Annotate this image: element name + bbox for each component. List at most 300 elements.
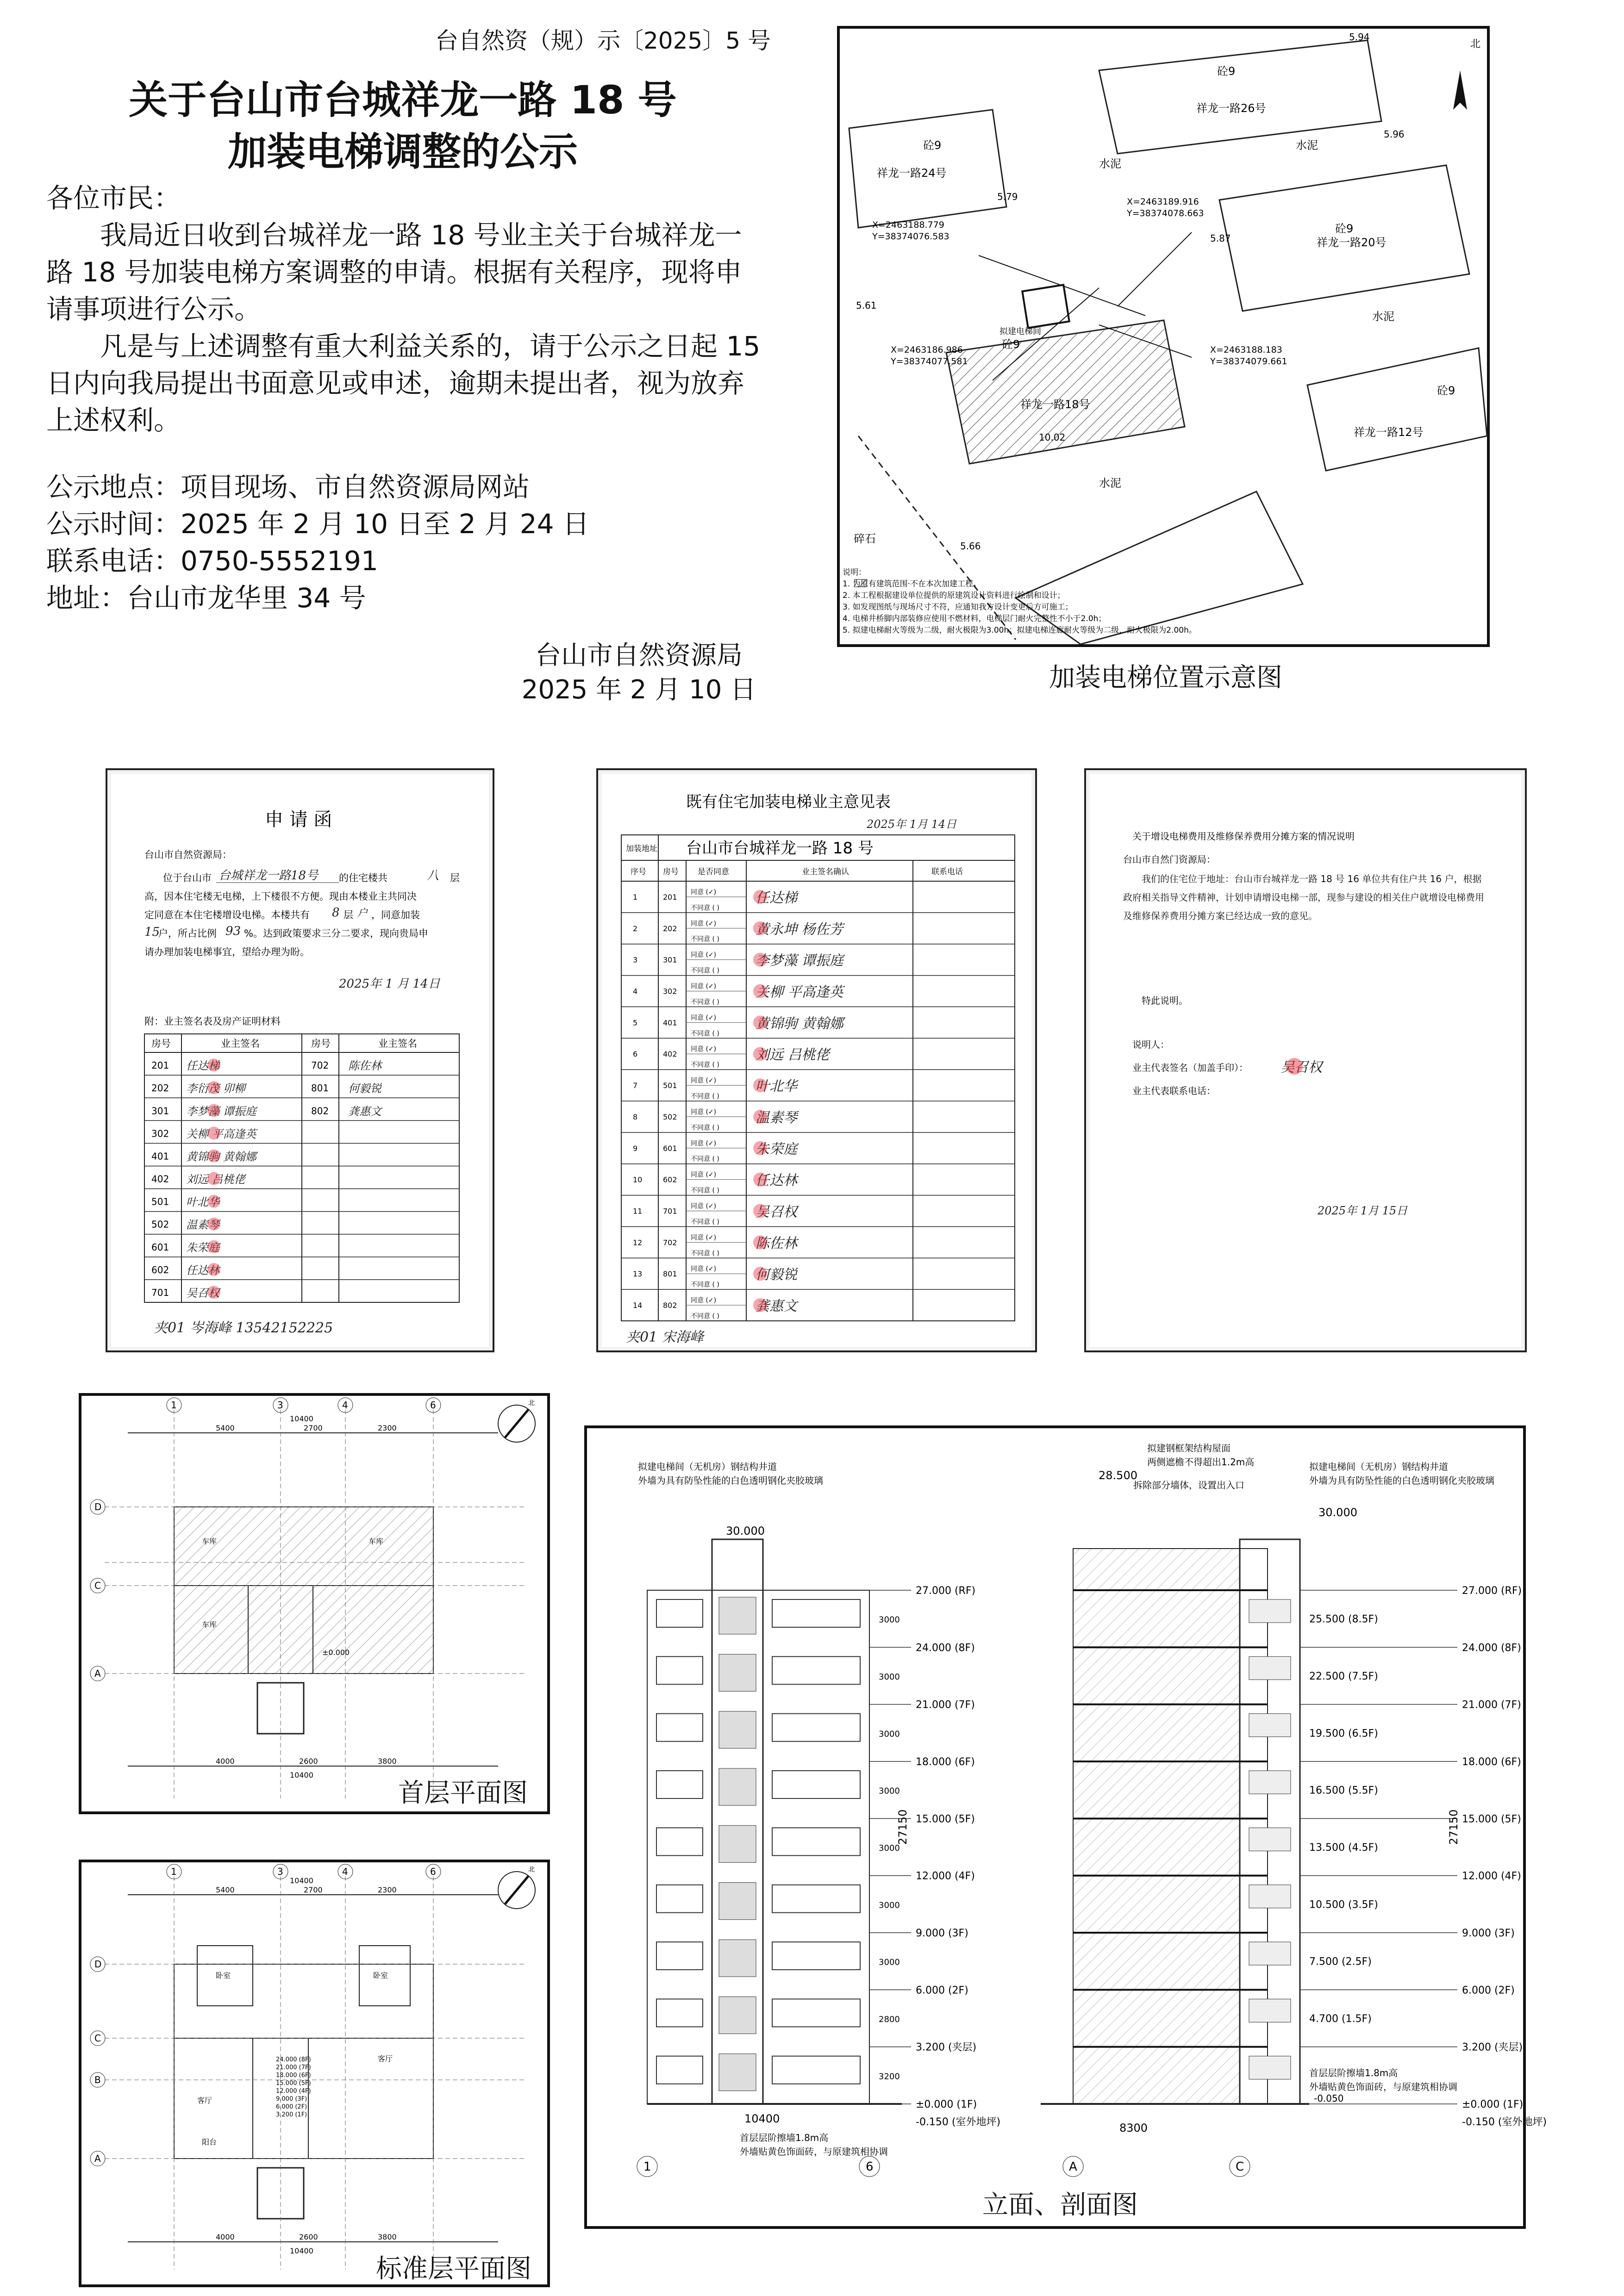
sect-axis-C: C — [1236, 2160, 1244, 2174]
doc1-line4b: 户，所占比例 — [158, 928, 217, 939]
doc2-room: 302 — [663, 987, 677, 996]
application-letter — [107, 770, 493, 1350]
doc2-seq: 2 — [633, 924, 638, 933]
cost-sharing-statement — [1086, 770, 1525, 1350]
sect-level-label: 27.000 (RF) — [1462, 1585, 1522, 1597]
elev-note-1: 拟建电梯间（无机房）钢结构井道 — [638, 1461, 777, 1472]
fingerprint-icon — [753, 1078, 767, 1092]
fingerprint-icon — [207, 1218, 220, 1231]
fingerprint-icon — [753, 1047, 767, 1061]
doc2-seq: 8 — [633, 1112, 638, 1121]
doc2-room: 502 — [663, 1112, 677, 1121]
elev-window — [772, 1714, 860, 1742]
notice-time: 公示时间：2025 年 2 月 10 日至 2 月 24 日 — [46, 508, 589, 540]
site-plan-caption: 加装电梯位置示意图 — [1049, 663, 1282, 693]
doc1-room-right: 802 — [311, 1105, 329, 1117]
salutation: 各位市民： — [46, 182, 181, 214]
plan2-axis-A: A — [94, 2153, 101, 2164]
doc1-sign-left: 朱荣庭 — [186, 1241, 219, 1254]
doc2-agree: 同意 (✓) — [691, 951, 717, 959]
label-building-18: 祥龙一路18号 — [1020, 398, 1090, 411]
plan1-axis-3: 3 — [277, 1400, 283, 1411]
doc2-sign: 黄永坤 杨佐芳 — [756, 921, 843, 938]
fingerprint-icon — [753, 890, 767, 904]
plan2-room-5: 阳台 — [202, 2138, 217, 2147]
doc1-sign-left: 叶北华 — [186, 1195, 219, 1209]
doc2-seq: 13 — [633, 1269, 643, 1279]
sect-elev-note-2: 外墙为具有防坠性能的白色透明钢化夹胶玻璃 — [1309, 1475, 1494, 1486]
doc2-disagree: 不同意 ( ) — [691, 1093, 719, 1100]
doc2-seq: 7 — [633, 1081, 638, 1090]
coord-3y: Y=38374077.581 — [891, 356, 968, 367]
plan2-axis-C: C — [94, 2033, 101, 2044]
doc3-paragraph: 我们的住宅位于地址：台山市台城祥龙一路 18 号 16 单位共有住户共 16 户，根据政府相关指导文件精神，计划申请增设电梯一部，现参与建设的相关住户就增设电梯费用及维修保养费用分摊方案已经达成一致的意见。 — [1123, 873, 1484, 921]
doc2-room: 602 — [663, 1175, 677, 1184]
plan2-level: 12.000 (4F) — [276, 2088, 311, 2095]
elev-shaft-panel — [719, 1597, 756, 1634]
plan2-dim-top-1: 5400 — [216, 1885, 235, 1894]
site-plan-drawing — [840, 29, 1487, 644]
elev-floor-height: 3000 — [879, 1786, 900, 1796]
plan2-room-2: 卧室 — [373, 1971, 388, 1980]
doc1-line4c: %。达到政策要求三分二要求，现向贵局申 — [244, 928, 428, 939]
doc2-agree: 同意 (✓) — [691, 1171, 717, 1179]
elev-floor-height: 3000 — [879, 1672, 900, 1682]
fingerprint-icon — [753, 1173, 767, 1187]
elevation-caption: 立面、剖面图 — [982, 2190, 1138, 2220]
label-cement-3: 水泥 — [1372, 310, 1394, 323]
issuer-signature — [509, 639, 768, 707]
plan2-axis-1: 1 — [171, 1866, 177, 1877]
plan2-dim-bottom-2: 2600 — [299, 2233, 318, 2241]
doc2-disagree: 不同意 ( ) — [691, 1250, 719, 1257]
label-building-26: 祥龙一路26号 — [1196, 102, 1266, 115]
plan2-level: 24.000 (8F) — [276, 2056, 311, 2063]
standard-floor-plan — [81, 1862, 547, 2284]
sect-landing — [1249, 1999, 1291, 2022]
doc2-seq: 14 — [633, 1301, 643, 1310]
plan1-axis-4: 4 — [342, 1400, 348, 1411]
doc3-rep-name-hand: 吴召权 — [1280, 1059, 1322, 1076]
sect-elev-small: -0.050 — [1314, 2093, 1344, 2104]
doc1-room-left: 302 — [151, 1128, 169, 1139]
doc2-sign: 关柳 平高逢英 — [756, 984, 843, 1001]
fingerprint-icon — [753, 921, 767, 935]
doc3-rep-phone-label: 业主代表联系电话： — [1132, 1085, 1216, 1096]
coord-4y: Y=38374079.661 — [1210, 356, 1287, 367]
doc1-sign-left: 关柳 平高逢英 — [186, 1127, 256, 1141]
label-cement-1: 水泥 — [1099, 157, 1121, 170]
plan2-level: 3.200 (1F) — [276, 2111, 307, 2118]
owner-opinion-form — [598, 770, 1035, 1350]
note-2: 2. 本工程根据建设单位提供的原建筑设计资料进行绘制和设计； — [843, 591, 1065, 600]
elev-level-label: ±0.000 (1F) — [916, 2099, 977, 2110]
fingerprint-icon — [753, 1267, 767, 1281]
elev-base-note-2: 外墙贴黄色饰面砖，与原建筑相协调 — [740, 2146, 888, 2157]
doc1-to: 台山市自然资源局： — [144, 849, 232, 860]
doc1-room-left: 601 — [151, 1241, 169, 1253]
doc1-sign-right: 何毅锐 — [348, 1082, 381, 1095]
elev-floor-height: 3000 — [879, 1843, 900, 1853]
fingerprint-icon — [207, 1286, 220, 1299]
doc1-footer-hand: 夹01 岑海峰 13542152225 — [154, 1320, 333, 1336]
plan1-dim-total: 10400 — [290, 1414, 313, 1423]
label-concrete-1: 砼9 — [1217, 65, 1236, 78]
plan2-room-4: 客厅 — [197, 2096, 212, 2105]
sect-landing — [1249, 1599, 1291, 1623]
doc2-date-hand: 2025年 1月 14日 — [867, 818, 957, 831]
sect-landing — [1249, 1942, 1291, 1965]
notice-title — [60, 74, 745, 178]
doc1-line3a: 定同意在本住宅楼增设电梯。本楼共有 — [144, 909, 310, 921]
coord-2y: Y=38374078.663 — [1127, 208, 1204, 218]
doc2-disagree: 不同意 ( ) — [691, 1061, 719, 1069]
sect-half-level: 19.500 (6.5F) — [1309, 1728, 1378, 1740]
fingerprint-icon — [207, 1104, 220, 1117]
doc2-sign: 何毅锐 — [756, 1267, 797, 1283]
doc1-sign-left: 黄锦驹 黄翰娜 — [186, 1150, 256, 1164]
elev-window — [772, 2056, 860, 2084]
sect-elev-note-1: 拟建电梯间（无机房）钢结构井道 — [1309, 1461, 1448, 1472]
fingerprint-icon — [753, 1298, 767, 1312]
fingerprint-icon — [207, 1240, 220, 1253]
doc2-footer-hand: 夹01 宋海峰 — [626, 1329, 704, 1345]
note-1: 1. 为原有建筑范围·不在本次加建工程。 — [843, 579, 981, 589]
plan1-dim-top-1: 5400 — [216, 1424, 235, 1432]
doc1-sign-left: 任达梯 — [186, 1059, 219, 1073]
sect-base-note-2: 外墙贴黄色饰面砖，与原建筑相协调 — [1309, 2081, 1457, 2092]
issuer-name: 台山市自然资源局 — [535, 641, 743, 671]
doc2-agree: 同意 (✓) — [691, 1297, 717, 1305]
elev-level-label: 27.000 (RF) — [916, 1585, 976, 1597]
plan2-axis-6: 6 — [430, 1866, 436, 1877]
fingerprint-icon — [753, 984, 767, 998]
doc2-seq: 3 — [633, 955, 638, 964]
dim-1: 5.94 — [1349, 31, 1370, 43]
north-arrow-icon — [1453, 70, 1467, 110]
plan2-room-3: 客厅 — [378, 2054, 393, 2063]
doc2-sign: 黄锦驹 黄翰娜 — [756, 1015, 843, 1032]
doc1-th-sign: 业主签名 — [221, 1038, 260, 1049]
doc2-title: 既有住宅加装电梯业主意见表 — [686, 793, 891, 811]
doc1-room-left: 701 — [151, 1287, 169, 1298]
doc1-household-hand: 户 — [357, 908, 368, 919]
elevator-footprint — [1022, 285, 1069, 328]
doc2-sign: 吴召权 — [756, 1204, 797, 1220]
elev-note-2: 外墙为具有防坠性能的白色透明钢化夹胶玻璃 — [638, 1475, 823, 1486]
doc1-th-room: 房号 — [151, 1038, 171, 1049]
doc2-th-sign: 业主签名确认 — [802, 867, 849, 877]
doc2-agree: 同意 (✓) — [691, 888, 717, 896]
sect-half-level: 25.500 (8.5F) — [1309, 1613, 1378, 1625]
elev-total-height: 27150 — [896, 1809, 909, 1845]
sect-level-label: 18.000 (6F) — [1462, 1756, 1521, 1768]
sect-level-label: 24.000 (8F) — [1462, 1642, 1521, 1654]
doc2-seq: 5 — [633, 1018, 638, 1027]
doc2-agree: 同意 (✓) — [691, 1014, 717, 1022]
fingerprint-icon — [753, 1204, 767, 1218]
elev-window — [656, 1942, 703, 1970]
doc2-disagree: 不同意 ( ) — [691, 1218, 719, 1226]
doc1-sign-left: 刘远 吕桃佬 — [186, 1173, 245, 1186]
elev-window — [656, 1656, 703, 1684]
fingerprint-icon — [207, 1126, 220, 1139]
doc2-seq: 12 — [633, 1238, 643, 1247]
doc2-sign: 朱荣庭 — [756, 1141, 797, 1157]
fingerprint-icon — [753, 1235, 767, 1249]
doc1-sign-left: 吴召权 — [186, 1287, 219, 1300]
plan2-north-label: 北 — [528, 1866, 535, 1873]
doc1-room-left: 502 — [151, 1219, 169, 1230]
plan1-axis-1: 1 — [171, 1400, 177, 1411]
elev-level-label: 24.000 (8F) — [916, 1642, 975, 1654]
doc1-sign-left: 温素琴 — [186, 1218, 219, 1232]
elev-window — [772, 1599, 860, 1627]
plan2-level: 6.000 (2F) — [276, 2103, 307, 2110]
doc2-agree: 同意 (✓) — [691, 1077, 717, 1085]
doc2-sign: 温素琴 — [756, 1109, 797, 1126]
doc2-seq: 10 — [633, 1175, 643, 1184]
sect-top-level: 28.500 — [1099, 1469, 1137, 1482]
doc1-room-right: 801 — [311, 1083, 329, 1094]
elev-level-label: 21.000 (7F) — [916, 1699, 975, 1711]
doc2-seq: 11 — [633, 1207, 643, 1216]
note-4: 4. 电梯井桥脚内部装修应使用不燃材料，电梯层门耐火完整性不小于2.0h； — [843, 614, 1106, 623]
doc2-room: 701 — [663, 1207, 677, 1216]
sect-note-3: 拆除部分墙体，设置出入口 — [1133, 1480, 1244, 1491]
elev-axis-6: 6 — [866, 2160, 874, 2174]
elev-base-note-1: 首层层阶擦墙1.8m高 — [740, 2132, 829, 2143]
issue-date: 2025 年 2 月 10 日 — [521, 675, 756, 705]
doc2-sign: 叶北华 — [756, 1078, 797, 1095]
doc2-th-seq: 序号 — [631, 867, 646, 877]
elev-width: 10400 — [744, 2112, 780, 2125]
doc2-disagree: 不同意 ( ) — [691, 967, 719, 975]
doc3-to: 台山市自然门资源局： — [1123, 854, 1216, 865]
cost-sharing-statement-scan — [1084, 768, 1527, 1352]
doc2-disagree: 不同意 ( ) — [691, 1030, 719, 1038]
plan2-dim-total-bottom: 10400 — [290, 2246, 313, 2255]
doc2-agree: 同意 (✓) — [691, 1202, 717, 1210]
plan1-room-3: 车库 — [202, 1620, 217, 1629]
coord-leader-3 — [1118, 232, 1192, 306]
doc2-seq: 1 — [633, 892, 638, 902]
contact-phone: 联系电话：0750-5552191 — [46, 545, 378, 577]
doc1-sign-left: 任达林 — [186, 1263, 219, 1277]
elev-window — [656, 1828, 703, 1855]
doc3-title: 关于增设电梯费用及维修保养费用分摊方案的情况说明 — [1132, 831, 1355, 842]
ground-floor-plan-frame — [79, 1393, 550, 1814]
plan1-room-1: 车库 — [202, 1537, 217, 1546]
label-concrete-4: 砼9 — [1437, 384, 1455, 397]
dim-4: 5.87 — [1210, 233, 1231, 244]
dim-7: 10.02 — [1039, 432, 1066, 443]
doc3-date-hand: 2025年 1月 15日 — [1318, 1204, 1408, 1217]
plan1-dim-top-3: 2300 — [378, 1424, 397, 1432]
sect-level-label: 3.200 (夹层) — [1462, 2041, 1523, 2053]
owner-opinion-form-scan — [596, 768, 1037, 1352]
elev-shaft-panel — [719, 2054, 756, 2091]
doc1-attach: 附：业主签名表及房产证明材料 — [144, 1016, 281, 1027]
plan2-level: 9.000 (3F) — [276, 2096, 307, 2103]
sect-axis-A: A — [1069, 2160, 1077, 2174]
plan2-dim-bottom-3: 3800 — [378, 2233, 397, 2241]
doc1-sign-right: 陈佐林 — [348, 1059, 381, 1073]
sect-half-level: 16.500 (5.5F) — [1309, 1785, 1378, 1797]
doc2-agree: 同意 (✓) — [691, 1108, 717, 1116]
doc2-sign: 刘远 吕桃佬 — [756, 1047, 830, 1064]
sect-level-label: 12.000 (4F) — [1462, 1870, 1521, 1882]
ground-plan-caption: 首层平面图 — [398, 1778, 528, 1808]
plan1-dim-bottom-1: 4000 — [216, 1757, 235, 1766]
plan2-level: 15.000 (5F) — [276, 2080, 311, 2087]
elev-shaft-panel — [719, 1825, 756, 1862]
fingerprint-icon — [207, 1195, 220, 1208]
elevation-windows — [656, 1597, 860, 2091]
doc1-room-left: 401 — [151, 1151, 169, 1162]
doc1-sign-left: 李衍茂 卯柳 — [186, 1082, 245, 1095]
elevation-section-frame — [584, 1425, 1547, 2229]
sect-half-level: 7.500 (2.5F) — [1309, 1956, 1372, 1968]
doc2-room: 301 — [663, 955, 677, 964]
label-gravel: 碎石 — [854, 532, 876, 545]
doc1-line3b: 层 — [344, 909, 353, 921]
elev-window — [656, 1599, 703, 1627]
fingerprint-icon — [753, 1110, 767, 1124]
doc1-percent-hand: 93 — [225, 924, 241, 938]
plan2-axis-4: 4 — [342, 1866, 348, 1877]
coord-1y: Y=38374076.583 — [872, 231, 949, 242]
plan1-north-label: 北 — [528, 1400, 535, 1407]
doc2-seq: 4 — [633, 987, 638, 996]
doc1-room-left: 202 — [151, 1083, 169, 1094]
elev-floor-height: 3000 — [879, 1957, 900, 1967]
doc1-agree-count-hand: 15 — [144, 925, 160, 939]
north-label: 北 — [1470, 38, 1481, 50]
plan2-axis-3: 3 — [277, 1866, 283, 1877]
note-5: 5. 拟建电梯耐火等级为二级，耐火极限为3.00h；拟建电梯连廊耐火等级为二级，耐火极限为2.00h。 — [843, 626, 1197, 635]
label-building-12: 祥龙一路12号 — [1354, 426, 1424, 439]
dim-3: 5.79 — [997, 191, 1018, 202]
plan2-dim-bottom-1: 4000 — [216, 2233, 235, 2241]
elev-window — [656, 1999, 703, 2027]
doc1-room-right: 702 — [311, 1060, 329, 1071]
label-concrete-5: 砼9 — [1002, 338, 1020, 351]
elev-floor-height: 3000 — [879, 1900, 900, 1910]
elev-level-label: 12.000 (4F) — [916, 1870, 975, 1882]
elev-window — [656, 1771, 703, 1798]
doc2-room: 802 — [663, 1301, 677, 1310]
standard-plan-caption: 标准层平面图 — [376, 2254, 531, 2284]
doc2-disagree: 不同意 ( ) — [691, 1187, 719, 1195]
doc1-line2: 高，因本住宅楼无电梯，上下楼很不方便。现由本楼业主共同决 — [144, 891, 417, 902]
paragraph-2: 凡是与上述调整有重大利益关系的，请于公示之日起 15 日内向我局提出书面意见或申述，逾期未提出者，视为放弃上述权利。 — [46, 330, 761, 436]
doc2-agree: 同意 (✓) — [691, 1139, 717, 1147]
plan1-axis-6: 6 — [430, 1400, 436, 1411]
doc2-rows — [621, 889, 1015, 1321]
doc2-agree: 同意 (✓) — [691, 1234, 717, 1242]
doc1-address-hand: 台城祥龙一路18号 — [219, 869, 319, 883]
sect-half-level: 22.500 (7.5F) — [1309, 1671, 1378, 1682]
doc1-date-hand: 2025年 1 月 14日 — [339, 977, 440, 991]
coord-3x: X=2463186.986 — [891, 345, 963, 355]
doc2-disagree: 不同意 ( ) — [691, 998, 719, 1006]
sect-note-1: 拟建钢框架结构屋面 — [1147, 1443, 1230, 1454]
doc1-sign-left: 李梦藻 谭振庭 — [186, 1105, 256, 1118]
doc3-closing: 特此说明。 — [1142, 995, 1188, 1006]
dim-6: 5.66 — [960, 541, 981, 552]
doc1-th-sign2: 业主签名 — [378, 1038, 417, 1049]
plan1-dim-bottom-2: 2600 — [299, 1757, 318, 1766]
doc3-sign-title: 说明人： — [1132, 1039, 1169, 1050]
label-concrete-2: 砼9 — [923, 139, 942, 152]
coord-1x: X=2463188.779 — [872, 220, 944, 230]
doc2-table — [621, 835, 1015, 1321]
sect-base-note-1: 首层层阶擦墙1.8m高 — [1309, 2067, 1398, 2078]
building-12 — [1307, 348, 1487, 471]
sect-half-level: 4.700 (1.5F) — [1309, 2013, 1372, 2025]
doc2-room: 801 — [663, 1269, 677, 1279]
sect-total-height: 27150 — [1447, 1809, 1460, 1845]
doc1-line3c: ，同意加装 — [371, 909, 420, 921]
elev-shaft-panel — [719, 1654, 756, 1691]
fingerprint-icon — [1286, 1058, 1303, 1075]
elev-level-label: 3.200 (夹层) — [916, 2041, 977, 2053]
doc2-th-phone: 联系电话 — [931, 867, 963, 877]
plan1-elev: ±0.000 — [322, 1648, 350, 1657]
plan1-dim-top-2: 2700 — [304, 1424, 323, 1432]
title-line-2: 加装电梯调整的公示 — [227, 129, 578, 174]
doc2-room: 202 — [663, 924, 677, 933]
doc1-line1b: 的住宅楼共 — [339, 872, 387, 884]
elev-floor-height: 2800 — [879, 2015, 900, 2024]
doc3-rep-sign-label: 业主代表签名（加盖手印）： — [1132, 1062, 1248, 1073]
sect-landing — [1249, 1828, 1291, 1851]
plan2-level: 21.000 (7F) — [276, 2064, 311, 2071]
fingerprint-icon — [207, 1149, 220, 1162]
sect-landing — [1249, 1885, 1291, 1908]
doc2-disagree: 不同意 ( ) — [691, 1124, 719, 1132]
doc1-line5: 请办理加装电梯事宜，望给办理为盼。 — [144, 946, 310, 958]
elev-window — [772, 1656, 860, 1684]
elevator-tag: 拟建电梯间 — [999, 327, 1041, 336]
plan2-dim-total: 10400 — [290, 1876, 313, 1885]
plan2-dim-top-2: 2700 — [304, 1885, 323, 1894]
section-half-levels — [1309, 1614, 1378, 2025]
elev-window — [772, 1999, 860, 2027]
elev-outdoor-level: -0.150 (室外地坪) — [916, 2116, 1001, 2128]
label-cement-4: 水泥 — [1099, 477, 1121, 490]
elevation-section-drawing — [587, 1428, 1547, 2226]
doc2-agree: 同意 (✓) — [691, 1265, 717, 1273]
elev-window — [772, 1885, 860, 1913]
fingerprint-icon — [753, 953, 767, 967]
plan2-level: 18.000 (6F) — [276, 2072, 311, 2079]
fingerprint-icon — [753, 1141, 767, 1155]
doc1-line1c: 层 — [450, 872, 460, 884]
doc2-sign: 任达林 — [756, 1172, 797, 1189]
application-letter-scan — [106, 768, 494, 1352]
elev-shaft-panel — [719, 1711, 756, 1748]
label-concrete-3: 砼9 — [1335, 222, 1354, 235]
doc1-sign-right: 龚惠文 — [348, 1105, 381, 1118]
elev-shaft-panel — [719, 1997, 756, 2034]
dim-5: 5.61 — [856, 300, 877, 311]
coord-4x: X=2463188.183 — [1210, 345, 1282, 355]
sect-landing — [1249, 1656, 1291, 1680]
elev-window — [772, 1828, 860, 1855]
plan1-axis-A: A — [94, 1668, 101, 1679]
